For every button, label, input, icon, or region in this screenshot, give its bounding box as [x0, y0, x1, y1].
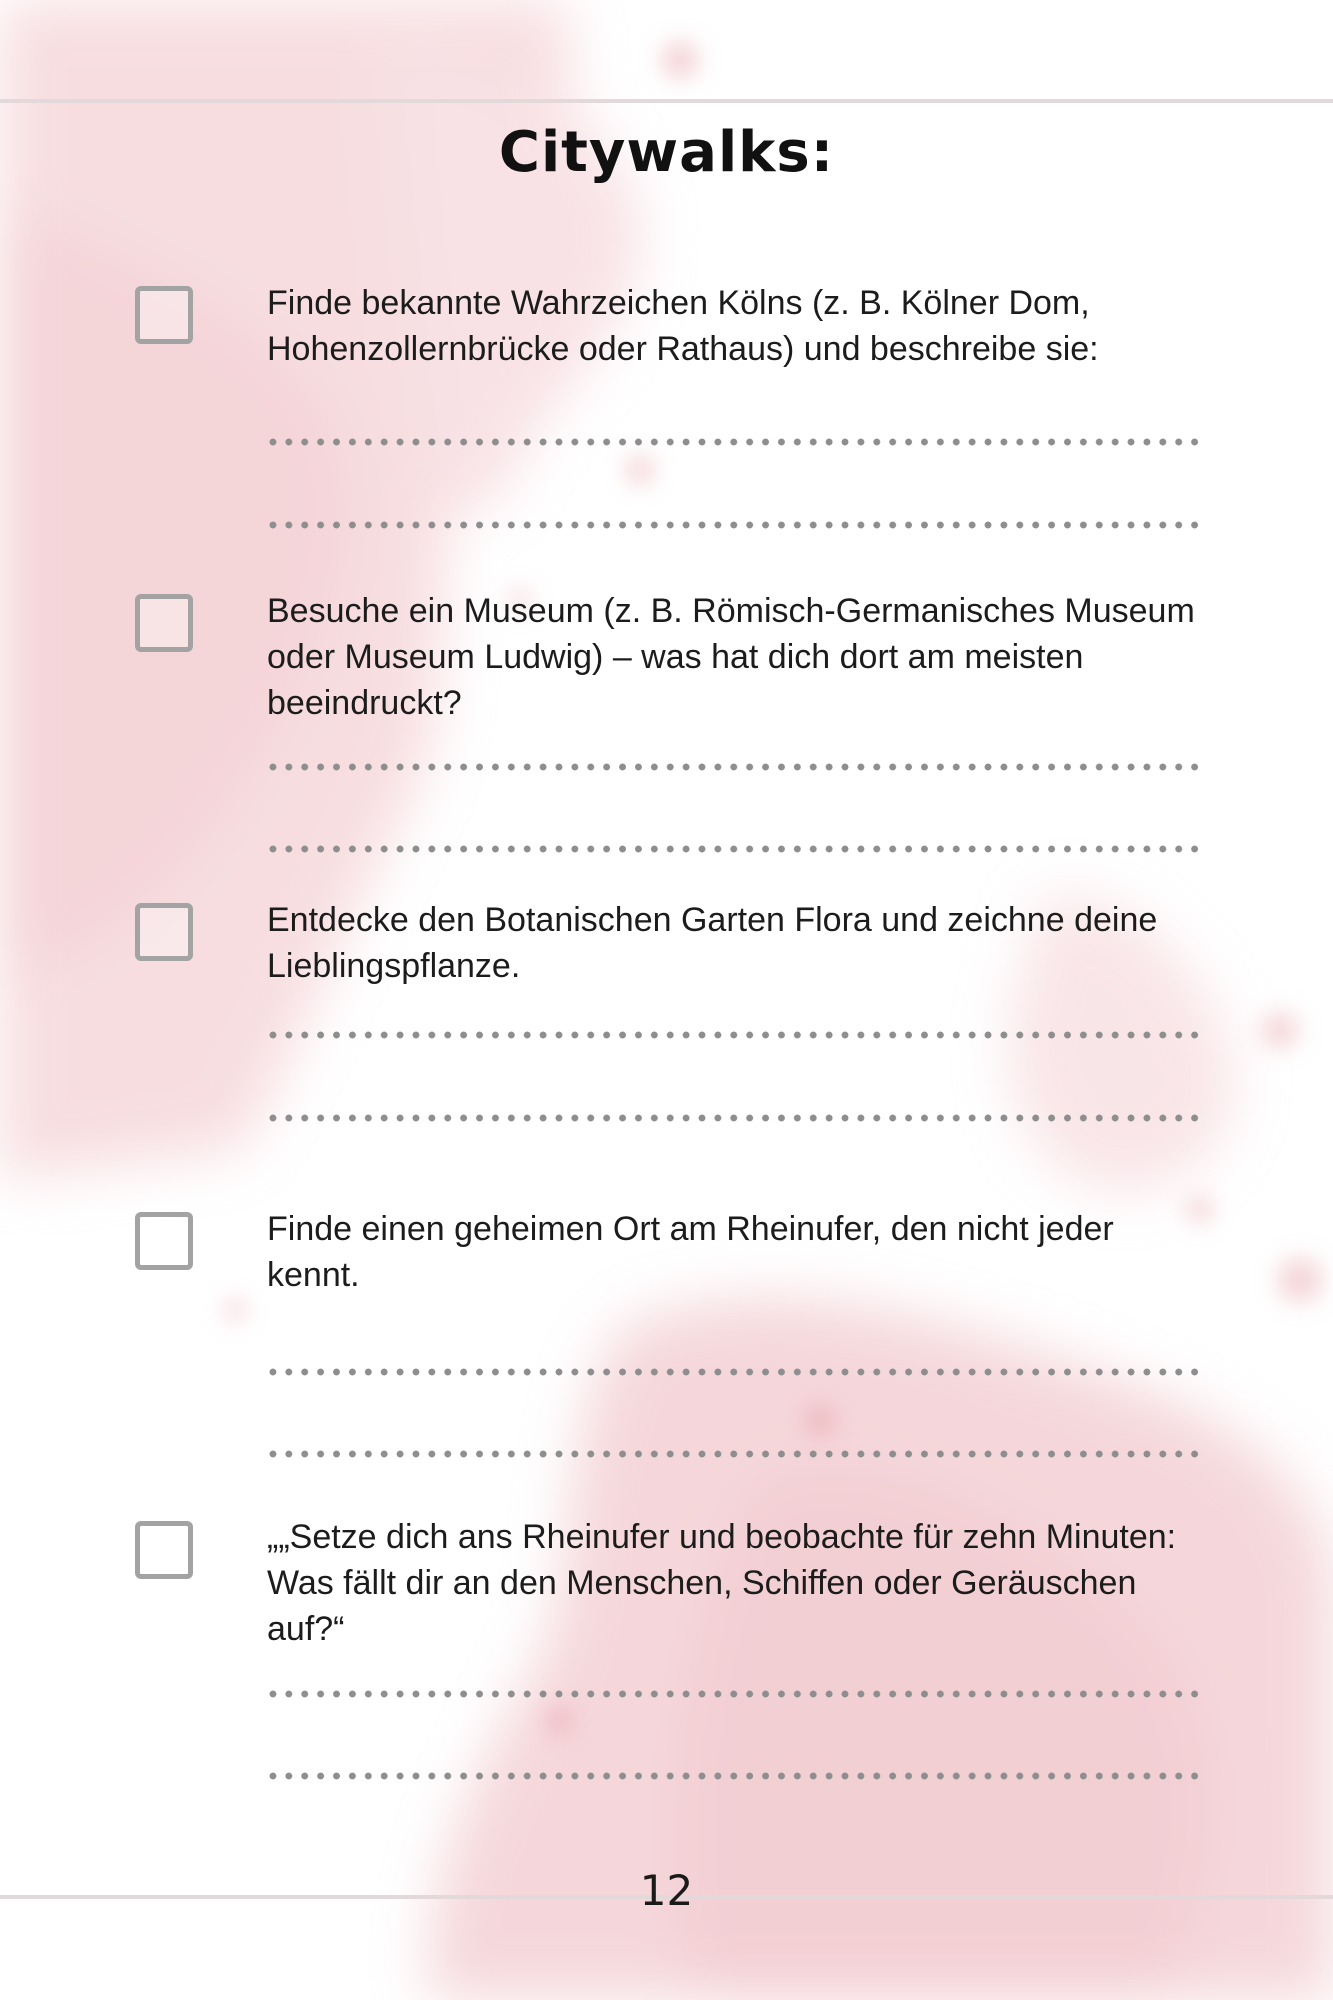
- answer-line[interactable]: [265, 1031, 1205, 1039]
- answer-line[interactable]: [265, 1690, 1205, 1698]
- answer-line[interactable]: [265, 763, 1205, 771]
- task-checkbox[interactable]: [135, 594, 193, 652]
- task-text: Besuche ein Museum (z. B. Römisch-Germanisches Museum oder Museum Ludwig) – was hat dich dort am meisten beeindruckt?: [267, 592, 1195, 722]
- task-text: Finde einen geheimen Ort am Rheinufer, den nicht jeder kennt.: [267, 1210, 1114, 1294]
- task-text: Entdecke den Botanischen Garten Flora und zeichne deine Lieblingspflanze.: [267, 901, 1158, 985]
- task-checkbox[interactable]: [135, 1521, 193, 1579]
- answer-line[interactable]: [265, 438, 1205, 446]
- answer-line[interactable]: [265, 1114, 1205, 1122]
- answer-line[interactable]: [265, 1772, 1205, 1780]
- task-checkbox[interactable]: [135, 903, 193, 961]
- answer-line[interactable]: [265, 845, 1205, 853]
- task-checkbox[interactable]: [135, 1212, 193, 1270]
- task-checkbox[interactable]: [135, 286, 193, 344]
- answer-line[interactable]: [265, 1450, 1205, 1458]
- task-text: „„Setze dich ans Rheinufer und beobachte für zehn Minuten: Was fällt dir an den Menschen, Schiffen oder Geräuschen auf?“: [267, 1518, 1177, 1648]
- page-title: Citywalks:: [498, 120, 835, 185]
- task-text: Finde bekannte Wahrzeichen Kölns (z. B. Kölner Dom, Hohenzollernbrücke oder Rathaus) und beschreibe sie:: [267, 284, 1099, 368]
- answer-line[interactable]: [265, 1368, 1205, 1376]
- page-number: 12: [639, 1866, 694, 1915]
- top-rule: [0, 99, 1333, 103]
- answer-line[interactable]: [265, 521, 1205, 529]
